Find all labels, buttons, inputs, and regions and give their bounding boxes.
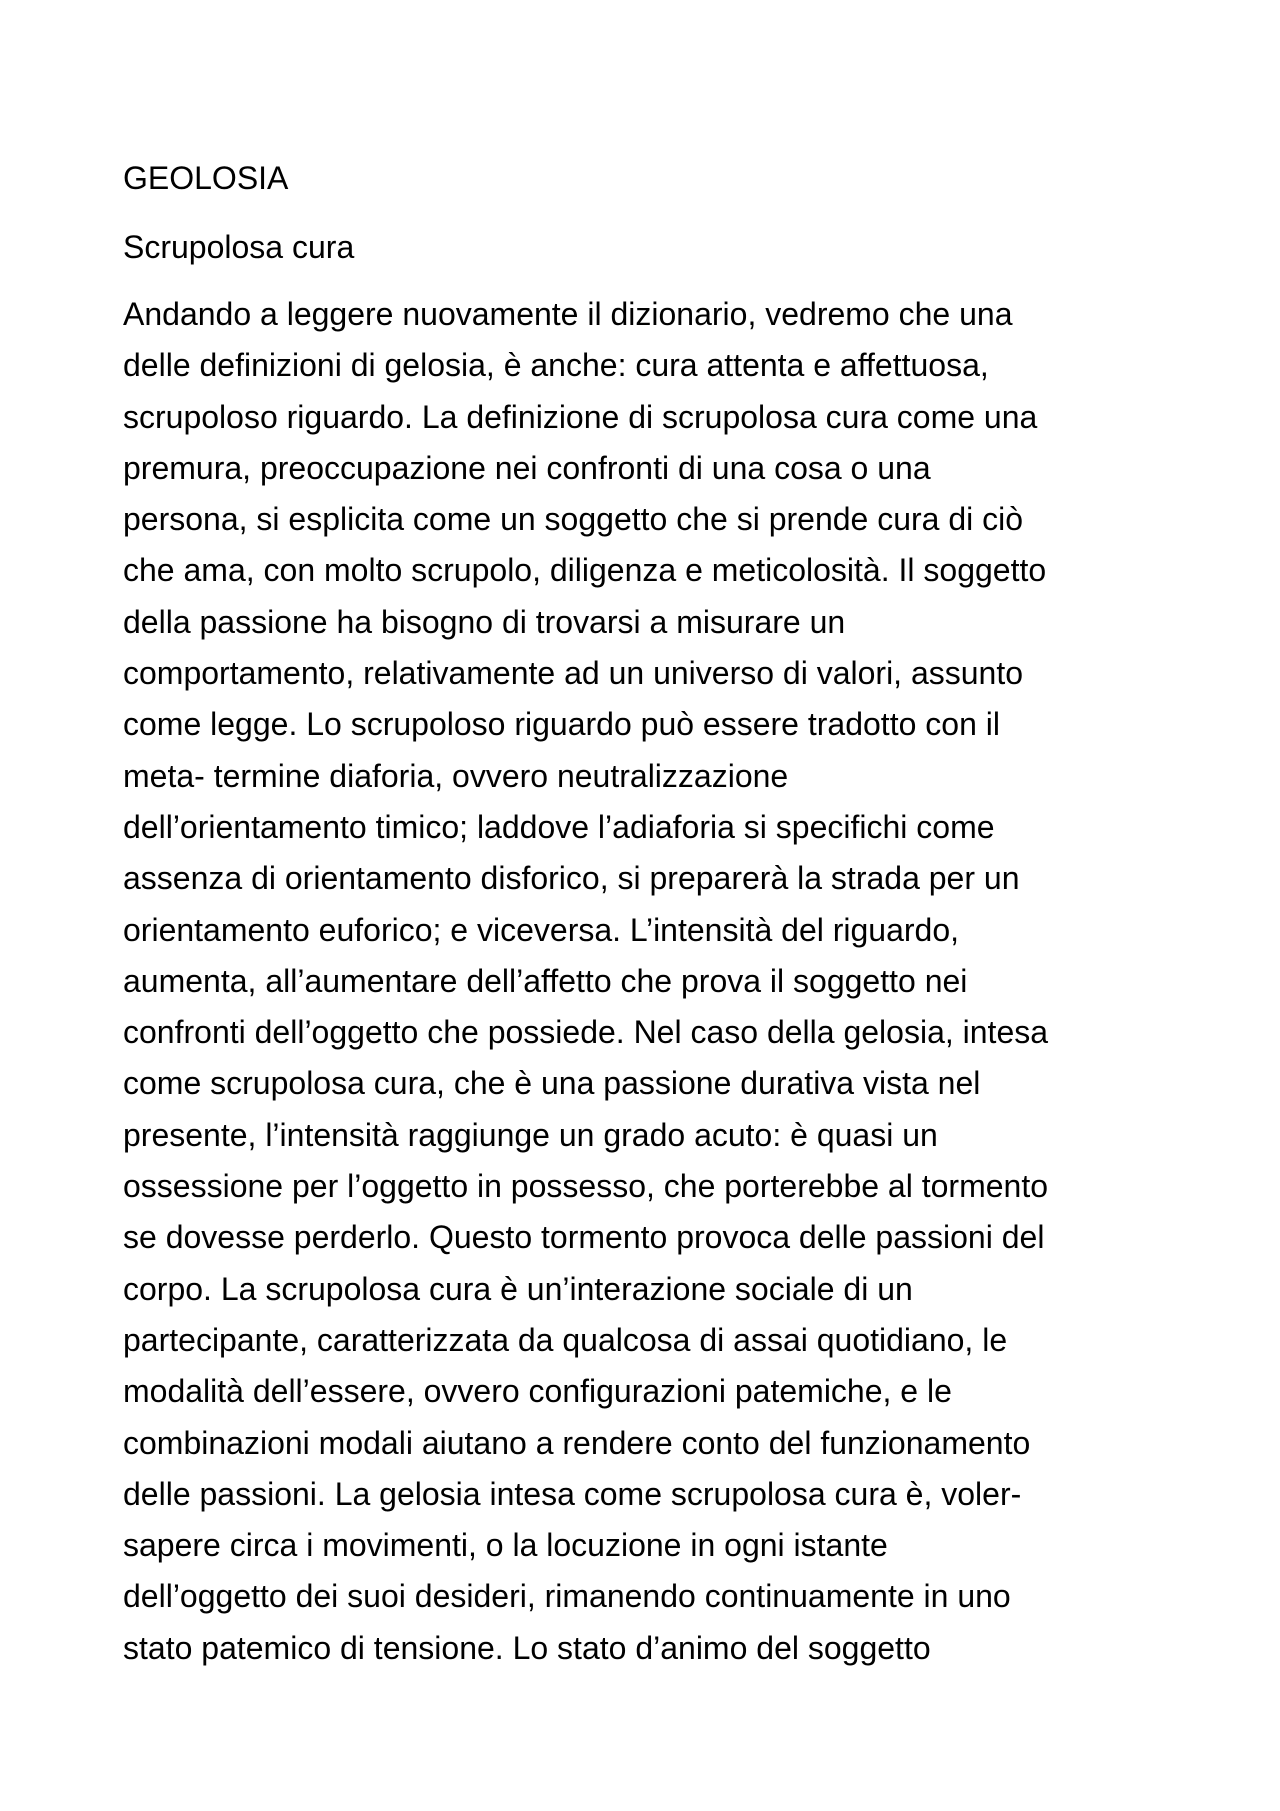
body-line: partecipante, caratterizzata da qualcosa di assai quotidiano, le [123, 1321, 1008, 1358]
body-line: corpo. La scrupolosa cura è un’interazione sociale di un [123, 1270, 913, 1307]
body-line: scrupoloso riguardo. La definizione di scrupolosa cura come una [123, 398, 1038, 435]
body-line: stato patemico di tensione. Lo stato d’animo del soggetto [123, 1629, 931, 1666]
document-title: GEOLOSIA [123, 160, 289, 196]
body-line: che ama, con molto scrupolo, diligenza e meticolosità. Il soggetto [123, 552, 1047, 589]
body-line: confronti dell’oggetto che possiede. Nel caso della gelosia, intesa [123, 1014, 1049, 1051]
body-line: delle definizioni di gelosia, è anche: cura attenta e affettuosa, [123, 347, 989, 384]
section-subtitle: Scrupolosa cura [123, 229, 355, 265]
body-line: combinazioni modali aiutano a rendere conto del funzionamento [123, 1424, 1031, 1461]
body-line: comportamento, relativamente ad un universo di valori, assunto [123, 655, 1024, 692]
body-paragraph [123, 289, 1163, 1674]
body-line: come scrupolosa cura, che è una passione durativa vista nel [123, 1065, 981, 1102]
body-line: meta- termine diaforia, ovvero neutralizzazione [123, 757, 789, 794]
body-line: sapere circa i movimenti, o la locuzione in ogni istante [123, 1527, 888, 1564]
body-line: modalità dell’essere, ovvero configurazioni patemiche, e le [123, 1373, 952, 1410]
body-line: aumenta, all’aumentare dell’affetto che prova il soggetto nei [123, 962, 968, 999]
body-line: Andando a leggere nuovamente il dizionario, vedremo che una [123, 296, 1013, 332]
body-line: dell’orientamento timico; laddove l’adiaforia si specifichi come [123, 808, 995, 845]
body-line: orientamento euforico; e viceversa. L’intensità del riguardo, [123, 911, 960, 948]
body-line: dell’oggetto dei suoi desideri, rimanendo continuamente in uno [123, 1578, 1011, 1615]
body-line: assenza di orientamento disforico, si preparerà la strada per un [123, 860, 1020, 897]
body-line: persona, si esplicita come un soggetto che si prende cura di ciò [123, 501, 1024, 538]
document-content [123, 156, 1163, 1674]
body-line: se dovesse perderlo. Questo tormento provoca delle passioni del [123, 1219, 1045, 1256]
body-line: della passione ha bisogno di trovarsi a misurare un [123, 603, 846, 640]
body-line: ossessione per l’oggetto in possesso, che porterebbe al tormento [123, 1168, 1048, 1205]
body-line: come legge. Lo scrupoloso riguardo può essere tradotto con il [123, 706, 1000, 743]
body-line: premura, preoccupazione nei confronti di una cosa o una [123, 449, 931, 486]
body-line: presente, l’intensità raggiunge un grado acuto: è quasi un [123, 1116, 938, 1153]
body-line: delle passioni. La gelosia intesa come scrupolosa cura è, voler- [123, 1475, 1022, 1512]
